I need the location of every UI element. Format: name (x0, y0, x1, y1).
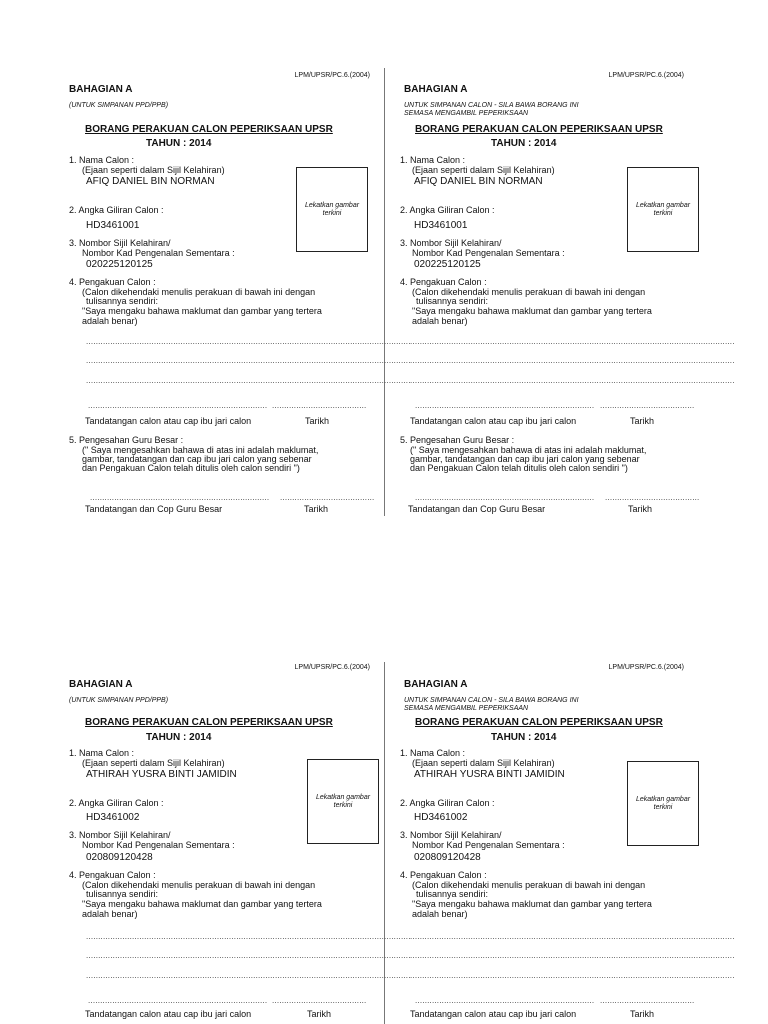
index-number: HD3461001 (86, 220, 140, 231)
item1-label: 1. Nama Calon : (400, 155, 466, 165)
ic-number: 020225120125 (414, 259, 481, 270)
item2-label: 2. Angka Giliran Calon : (69, 205, 164, 215)
date-line[interactable]: ....................................... (272, 401, 367, 410)
headmaster-signature-line[interactable]: .......................................................................... (90, 493, 270, 502)
headmaster-signature-label: Tandatangan dan Cop Guru Besar (408, 504, 546, 514)
item4-line1: (Calon dikehendaki menulis perakuan di bawah ini dengan (412, 287, 646, 297)
item1-label: 1. Nama Calon : (400, 748, 466, 758)
storage-note: (UNTUK SIMPANAN PPD/PPB) (69, 102, 169, 109)
date-line[interactable]: ....................................... (600, 401, 695, 410)
item4-line4: adalah benar) (82, 909, 138, 919)
date-label: Tarikh (630, 1009, 655, 1019)
headmaster-date-line[interactable]: ....................................... (605, 493, 700, 502)
item1-sub: (Ejaan seperti dalam Sijil Kelahiran) (82, 165, 225, 175)
form-candidate-copy-2 (354, 663, 735, 1024)
form-candidate-copy-1 (354, 71, 735, 531)
candidate-signature-label: Tandatangan calon atau cap ibu jari calon (410, 1009, 577, 1019)
candidate-signature-line[interactable]: .......................................................................... (415, 401, 595, 410)
item3-label: 3. Nombor Sijil Kelahiran/ (400, 238, 502, 248)
item4-line1: (Calon dikehendaki menulis perakuan di bawah ini dengan (82, 880, 316, 890)
form-title: BORANG PERAKUAN CALON PEPERIKSAAN UPSR (85, 124, 333, 135)
item4-line2: tulisannya sendiri: (416, 296, 489, 306)
candidate-signature-line[interactable]: .......................................................................... (415, 996, 595, 1005)
candidate-signature-label: Tandatangan calon atau cap ibu jari calon (85, 416, 252, 426)
declaration-line-1[interactable]: ...................................................................................................................................... (86, 337, 411, 346)
date-label: Tarikh (630, 416, 655, 426)
form-year: TAHUN : 2014 (491, 732, 557, 743)
item4-line3: "Saya mengaku bahawa maklumat dan gambar yang tertera (412, 306, 652, 316)
form-code: LPM/UPSR/PC.6.(2004) (608, 72, 684, 79)
item4-label: 4. Pengakuan Calon : (69, 870, 156, 880)
item4-line4: adalah benar) (412, 316, 468, 326)
candidate-signature-line[interactable]: .......................................................................... (88, 996, 268, 1005)
index-number: HD3461001 (414, 220, 468, 231)
item4-line3: "Saya mengaku bahawa maklumat dan gambar yang tertera (82, 899, 322, 909)
declaration-line-1[interactable]: ...................................................................................................................................... (86, 932, 411, 941)
ic-number: 020225120125 (86, 259, 153, 270)
candidate-name: AFIQ DANIEL BIN NORMAN (414, 176, 543, 187)
section-heading: BAHAGIAN A (69, 679, 133, 690)
candidate-signature-line[interactable]: .......................................................................... (88, 401, 268, 410)
item5-label: 5. Pengesahan Guru Besar : (69, 435, 184, 445)
headmaster-date-label: Tarikh (304, 504, 329, 514)
date-line[interactable]: ....................................... (600, 996, 695, 1005)
photo-label: Lekatkan gambar terkini (635, 795, 691, 811)
photo-box (627, 761, 699, 846)
photo-label: Lekatkan gambar terkini (315, 793, 371, 809)
section-heading: BAHAGIAN A (404, 679, 468, 690)
photo-label: Lekatkan gambar terkini (304, 201, 360, 217)
date-line[interactable]: ....................................... (272, 996, 367, 1005)
item4-line2: tulisannya sendiri: (416, 889, 489, 899)
item5-line2: gambar, tandatangan dan cap ibu jari calon yang sebenar (410, 454, 640, 464)
candidate-signature-label: Tandatangan calon atau cap ibu jari calon (85, 1009, 252, 1019)
item1-label: 1. Nama Calon : (69, 155, 135, 165)
item4-line3: "Saya mengaku bahawa maklumat dan gambar yang tertera (82, 306, 322, 316)
item5-line3: dan Pengakuan Calon telah ditulis oleh calon sendiri ") (410, 463, 628, 473)
candidate-signature-label: Tandatangan calon atau cap ibu jari calon (410, 416, 577, 426)
declaration-line-1[interactable]: ...................................................................................................................................... (410, 337, 735, 346)
ic-number: 020809120428 (86, 852, 153, 863)
item2-label: 2. Angka Giliran Calon : (69, 798, 164, 808)
headmaster-signature-line[interactable]: .......................................................................... (415, 493, 595, 502)
declaration-line-1[interactable]: ...................................................................................................................................... (410, 932, 735, 941)
item4-label: 4. Pengakuan Calon : (400, 277, 487, 287)
item5-line2: gambar, tandatangan dan cap ibu jari calon yang sebenar (82, 454, 312, 464)
declaration-line-3[interactable]: ...................................................................................................................................... (410, 971, 735, 980)
candidate-name: AFIQ DANIEL BIN NORMAN (86, 176, 215, 187)
form-title: BORANG PERAKUAN CALON PEPERIKSAAN UPSR (415, 124, 663, 135)
date-label: Tarikh (307, 1009, 332, 1019)
ic-number: 020809120428 (414, 852, 481, 863)
item4-line3: "Saya mengaku bahawa maklumat dan gambar yang tertera (412, 899, 652, 909)
storage-note: UNTUK SIMPANAN CALON - SILA BAWA BORANG INI SEMASA MENGAMBIL PEPERIKSAAN (404, 697, 579, 712)
form-year: TAHUN : 2014 (146, 732, 212, 743)
item1-sub: (Ejaan seperti dalam Sijil Kelahiran) (412, 758, 555, 768)
item4-label: 4. Pengakuan Calon : (400, 870, 487, 880)
declaration-line-2[interactable]: ...................................................................................................................................... (86, 356, 411, 365)
photo-label: Lekatkan gambar terkini (635, 201, 691, 217)
item1-sub: (Ejaan seperti dalam Sijil Kelahiran) (412, 165, 555, 175)
item4-label: 4. Pengakuan Calon : (69, 277, 156, 287)
item3-label: 3. Nombor Sijil Kelahiran/ (69, 830, 171, 840)
index-number: HD3461002 (86, 812, 140, 823)
headmaster-signature-label: Tandatangan dan Cop Guru Besar (85, 504, 223, 514)
item3-label: 3. Nombor Sijil Kelahiran/ (69, 238, 171, 248)
candidate-name: ATHIRAH YUSRA BINTI JAMIDIN (414, 769, 565, 780)
form-year: TAHUN : 2014 (491, 138, 557, 149)
item3-sub: Nombor Kad Pengenalan Sementara : (412, 840, 565, 850)
form-code: LPM/UPSR/PC.6.(2004) (294, 664, 370, 671)
form-title: BORANG PERAKUAN CALON PEPERIKSAAN UPSR (415, 717, 663, 728)
item3-sub: Nombor Kad Pengenalan Sementara : (82, 840, 235, 850)
item5-line3: dan Pengakuan Calon telah ditulis oleh calon sendiri ") (82, 463, 300, 473)
item2-label: 2. Angka Giliran Calon : (400, 798, 495, 808)
headmaster-date-label: Tarikh (628, 504, 653, 514)
declaration-line-3[interactable]: ...................................................................................................................................... (86, 376, 411, 385)
index-number: HD3461002 (414, 812, 468, 823)
item4-line4: adalah benar) (82, 316, 138, 326)
storage-note: UNTUK SIMPANAN CALON - SILA BAWA BORANG INI SEMASA MENGAMBIL PEPERIKSAAN (404, 102, 579, 117)
item2-label: 2. Angka Giliran Calon : (400, 205, 495, 215)
item4-line1: (Calon dikehendaki menulis perakuan di bawah ini dengan (412, 880, 646, 890)
item5-line1: (" Saya mengesahkan bahawa di atas ini adalah maklumat, (82, 445, 319, 455)
item4-line2: tulisannya sendiri: (86, 889, 159, 899)
item1-label: 1. Nama Calon : (69, 748, 135, 758)
photo-box (627, 167, 699, 252)
declaration-line-3[interactable]: ...................................................................................................................................... (410, 376, 735, 385)
section-heading: BAHAGIAN A (69, 84, 133, 95)
form-ppd-copy-2 (40, 663, 411, 1024)
form-code: LPM/UPSR/PC.6.(2004) (608, 664, 684, 671)
item3-sub: Nombor Kad Pengenalan Sementara : (412, 248, 565, 258)
item4-line4: adalah benar) (412, 909, 468, 919)
headmaster-date-line[interactable]: ....................................... (280, 493, 375, 502)
declaration-line-3[interactable]: ...................................................................................................................................... (86, 971, 411, 980)
item3-label: 3. Nombor Sijil Kelahiran/ (400, 830, 502, 840)
date-label: Tarikh (305, 416, 330, 426)
candidate-name: ATHIRAH YUSRA BINTI JAMIDIN (86, 769, 237, 780)
item3-sub: Nombor Kad Pengenalan Sementara : (82, 248, 235, 258)
item1-sub: (Ejaan seperti dalam Sijil Kelahiran) (82, 758, 225, 768)
form-code: LPM/UPSR/PC.6.(2004) (294, 72, 370, 79)
form-ppd-copy-1 (40, 71, 411, 531)
item4-line2: tulisannya sendiri: (86, 296, 159, 306)
storage-note: (UNTUK SIMPANAN PPD/PPB) (69, 697, 169, 704)
item5-line1: (" Saya mengesahkan bahawa di atas ini adalah maklumat, (410, 445, 647, 455)
declaration-line-2[interactable]: ...................................................................................................................................... (410, 356, 735, 365)
declaration-line-2[interactable]: ...................................................................................................................................... (86, 951, 411, 960)
form-title: BORANG PERAKUAN CALON PEPERIKSAAN UPSR (85, 717, 333, 728)
item5-label: 5. Pengesahan Guru Besar : (400, 435, 515, 445)
form-year: TAHUN : 2014 (146, 138, 212, 149)
declaration-line-2[interactable]: ...................................................................................................................................... (410, 951, 735, 960)
item4-line1: (Calon dikehendaki menulis perakuan di bawah ini dengan (82, 287, 316, 297)
section-heading: BAHAGIAN A (404, 84, 468, 95)
